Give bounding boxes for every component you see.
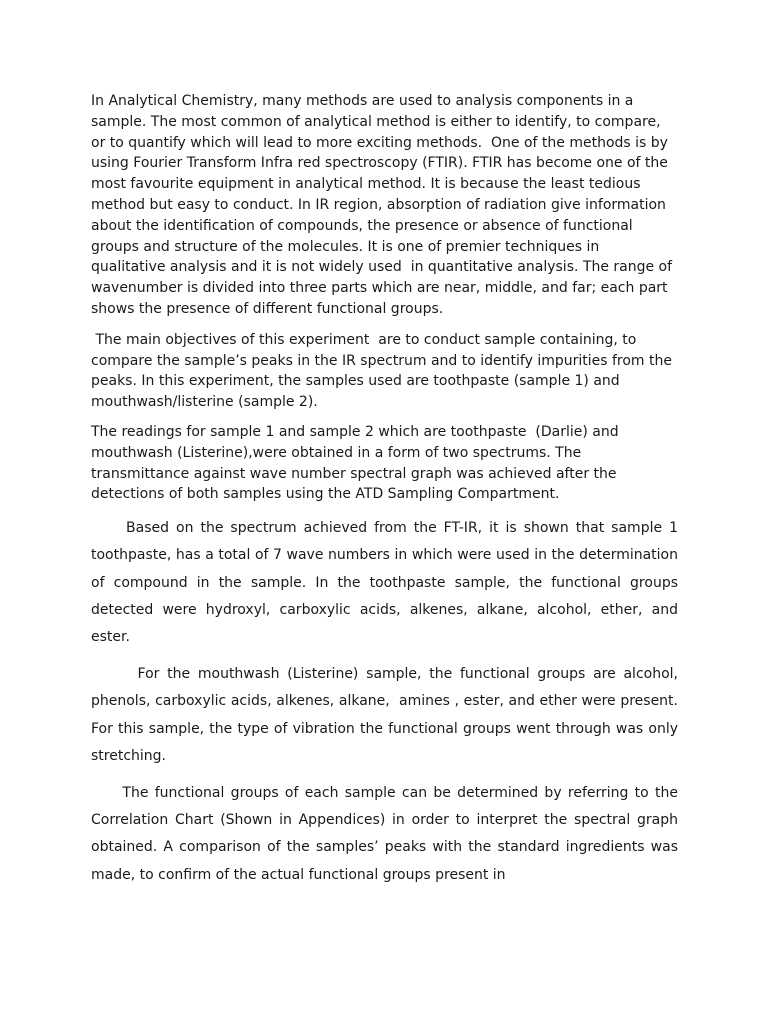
paragraph-introduction: In Analytical Chemistry, many methods are used to analysis components in a sample. The most common of analytical method is either to identify, to compare, or to quantify which will lead to more exciting methods. One of the methods is by using Fourier Transform Infra red spectroscopy (FTIR). FTIR has become one of the most favourite equipment in analytical method. It is because the least tedious method but easy to conduct. In IR region, absorption of radiation give information about the identification of compounds, the presence or absence of functional groups and structure of the molecules. It is one of premier techniques in qualitative analysis and it is not widely used in quantitative analysis. The range of wavenumber is divided into three parts which are near, middle, and far; each part shows the presence of different functional groups. [91,93,677,317]
paragraph-objectives: The main objectives of this experiment are to conduct sample containing, to compare the sample’s peaks in the IR spectrum and to identify impurities from the peaks. In this experiment, the samples used are toothpaste (sample 1) and mouthwash/listerine (sample 2). [91,331,677,411]
document-page [91,91,683,889]
paragraph-readings: The readings for sample 1 and sample 2 which are toothpaste (Darlie) and mouthwash (Listerine),were obtained in a form of two spectrums. The transmittance against wave number spectral graph was achieved after the detections of both samples using the ATD Sampling Compartment. [91,423,624,503]
paragraph-mouthwash-results: For the mouthwash (Listerine) sample, the functional groups are alcohol, phenols, carboxylic acids, alkenes, alkane, amines , ester, and ether were present. For this sample, the type of vibration the functional groups went through was only stretching. [91,666,683,764]
paragraph-toothpaste-results: Based on the spectrum achieved from the FT-IR, it is shown that sample 1 toothpaste, has a total of 7 wave numbers in which were used in the determination of compound in the sample. In the toothpaste sample, the functional groups detected were hydroxyl, carboxylic acids, alkenes, alkane, alcohol, ether, and ester. [91,520,683,645]
paragraph-functional-groups: The functional groups of each sample can be determined by referring to the Correlation Chart (Shown in Appendices) in order to interpret the spectral graph obtained. A comparison of the samples’ peaks with the standard ingredients was made, to confirm of the actual functional groups present in [91,784,683,883]
